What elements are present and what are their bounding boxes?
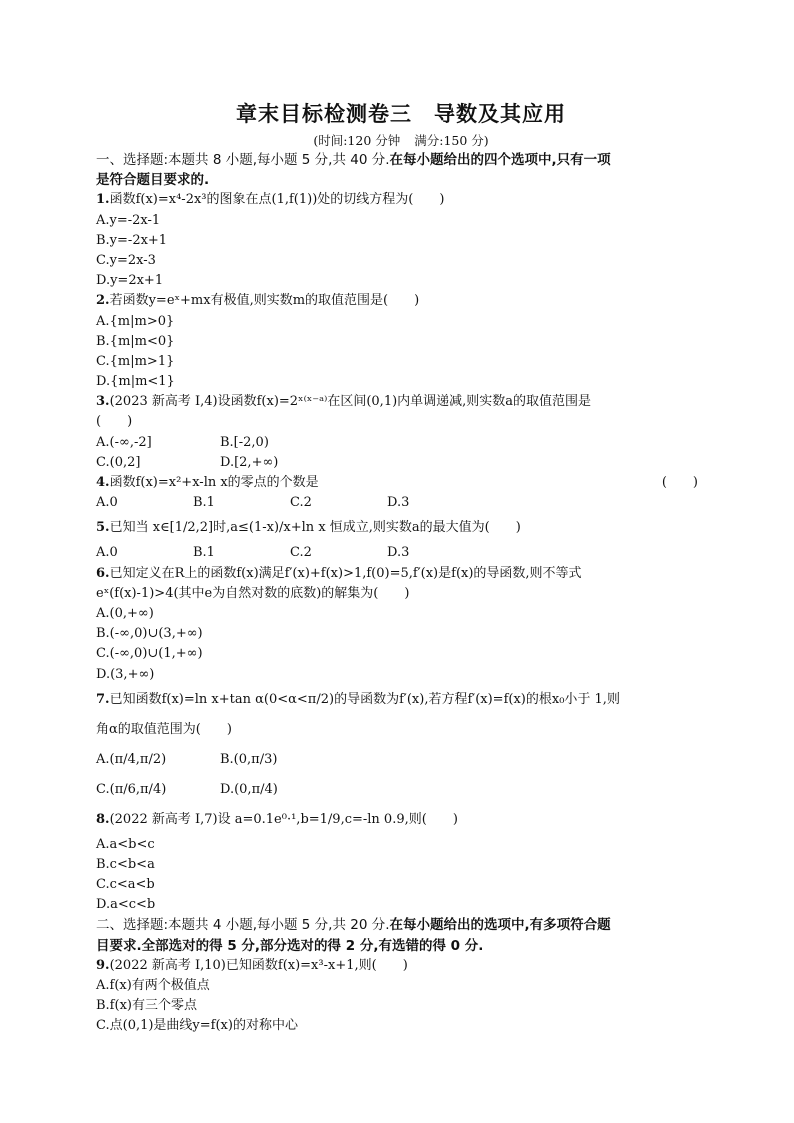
option[interactable]: C.(0,2] <box>96 454 141 470</box>
option[interactable]: A.0 <box>96 495 118 511</box>
option[interactable]: D.(3,+∞) <box>96 666 155 682</box>
exam-info <box>96 131 706 149</box>
question-7-stem: 7.已知函数f(x)=ln x+tan α(0<α<π/2)的导函数为f′(x),若方程f′(x)=f(x)的根x₀小于 1,则 <box>96 691 620 707</box>
question-5-stem: 5.已知当 x∈[1/2,2]时,a≤(1-x)/x+ln x 恒成立,则实数a的最大值为( ) <box>96 520 521 536</box>
option[interactable]: A.(0,+∞) <box>96 605 154 621</box>
option[interactable]: B.[-2,0) <box>220 434 269 450</box>
option[interactable]: B.f(x)有三个零点 <box>96 998 197 1014</box>
option[interactable]: B.y=-2x+1 <box>96 232 168 248</box>
option[interactable]: C.点(0,1)是曲线y=f(x)的对称中心 <box>96 1018 298 1034</box>
question-8-stem: 8.(2022 新高考 Ⅰ,7)设 a=0.1e⁰·¹,b=1/9,c=-ln 0.9,则( ) <box>96 811 458 827</box>
option[interactable]: A.f(x)有两个极值点 <box>96 978 210 993</box>
option-row <box>96 433 706 453</box>
option[interactable]: D.[2,+∞) <box>220 454 279 470</box>
option[interactable]: A.(-∞,-2] <box>96 434 152 450</box>
option[interactable]: C.(-∞,0)∪(1,+∞) <box>96 646 203 662</box>
option-row <box>96 453 706 473</box>
option[interactable]: B.{m|m<0} <box>96 333 175 349</box>
option[interactable]: C.{m|m>1} <box>96 353 175 369</box>
title-sub: 导数及其应用 <box>434 102 566 126</box>
page-title <box>96 98 706 128</box>
option[interactable]: C.c<a<b <box>96 877 155 893</box>
question-6-stem-line2: eˣ(f(x)-1)>4(其中e为自然对数的底数)的解集为( ) <box>96 585 410 601</box>
option[interactable]: B.c<b<a <box>96 856 155 872</box>
question-6-stem: 6.已知定义在R上的函数f(x)满足f′(x)+f(x)>1,f(0)=5,f′(x)是f(x)的导函数,则不等式 <box>96 565 582 581</box>
option-row <box>96 543 706 563</box>
question-9-stem: 9.(2022 新高考 Ⅰ,10)已知函数f(x)=x³-x+1,则( ) <box>96 957 408 973</box>
option[interactable]: D.3 <box>387 495 410 511</box>
option[interactable]: C.2 <box>290 495 312 511</box>
title-main: 章末目标检测卷三 <box>236 102 412 126</box>
option[interactable]: A.a<b<c <box>96 836 155 852</box>
section-2-header-line2: 目要求.全部选对的得 5 分,部分选对的得 2 分,有选错的得 0 分. <box>96 937 484 954</box>
question-2-stem: 2.若函数y=eˣ+mx有极值,则实数m的取值范围是( ) <box>96 293 420 309</box>
section-2-header: 二、选择题:本题共 4 小题,每小题 5 分,共 20 分.在每小题给出的选项中,有多项符合题 <box>96 917 611 934</box>
time-limit: (时间:120 分钟 <box>313 133 401 148</box>
answer-paren: ( ) <box>96 414 133 430</box>
question-4-stem: 4.函数f(x)=x²+x-ln x的零点的个数是 ( ) <box>96 473 706 493</box>
option[interactable]: C.2 <box>290 545 312 561</box>
option[interactable]: C.(π/6,π/4) <box>96 781 167 797</box>
option-row <box>96 775 706 805</box>
question-7-stem-line2: 角α的取值范围为( ) <box>96 721 232 737</box>
option-row <box>96 493 662 513</box>
option[interactable]: B.1 <box>193 495 215 511</box>
option[interactable]: A.(π/4,π/2) <box>96 751 167 767</box>
option[interactable]: D.3 <box>387 545 410 561</box>
option[interactable]: D.(0,π/4) <box>220 781 278 797</box>
option[interactable]: B.(0,π/3) <box>220 751 278 767</box>
question-1-stem: 1.函数f(x)=x⁴-2x³的图象在点(1,f(1))处的切线方程为( ) <box>96 192 445 208</box>
option[interactable]: B.(-∞,0)∪(3,+∞) <box>96 626 203 642</box>
question-list <box>96 150 706 1037</box>
answer-paren: ( ) <box>661 475 698 490</box>
section-1-header-line2: 是符合题目要求的. <box>96 172 210 189</box>
option[interactable]: A.{m|m>0} <box>96 313 175 329</box>
option[interactable]: C.y=2x-3 <box>96 252 156 268</box>
option[interactable]: D.y=2x+1 <box>96 273 164 289</box>
question-3-stem: 3.(2023 新高考 Ⅰ,4)设函数f(x)=2ˣ⁽ˣ⁻ᵃ⁾在区间(0,1)内单调递减,则实数a的取值范围是 <box>96 394 592 410</box>
option[interactable]: A.y=-2x-1 <box>96 212 161 228</box>
option[interactable]: D.{m|m<1} <box>96 374 175 390</box>
option-row <box>96 745 706 775</box>
option[interactable]: D.a<c<b <box>96 897 156 913</box>
option[interactable]: A.0 <box>96 545 118 561</box>
section-1-header: 一、选择题:本题共 8 小题,每小题 5 分,共 40 分.在每小题给出的四个选项中,只有一项 <box>96 152 611 168</box>
full-score: 满分:150 分) <box>414 133 489 148</box>
option[interactable]: B.1 <box>193 545 215 561</box>
